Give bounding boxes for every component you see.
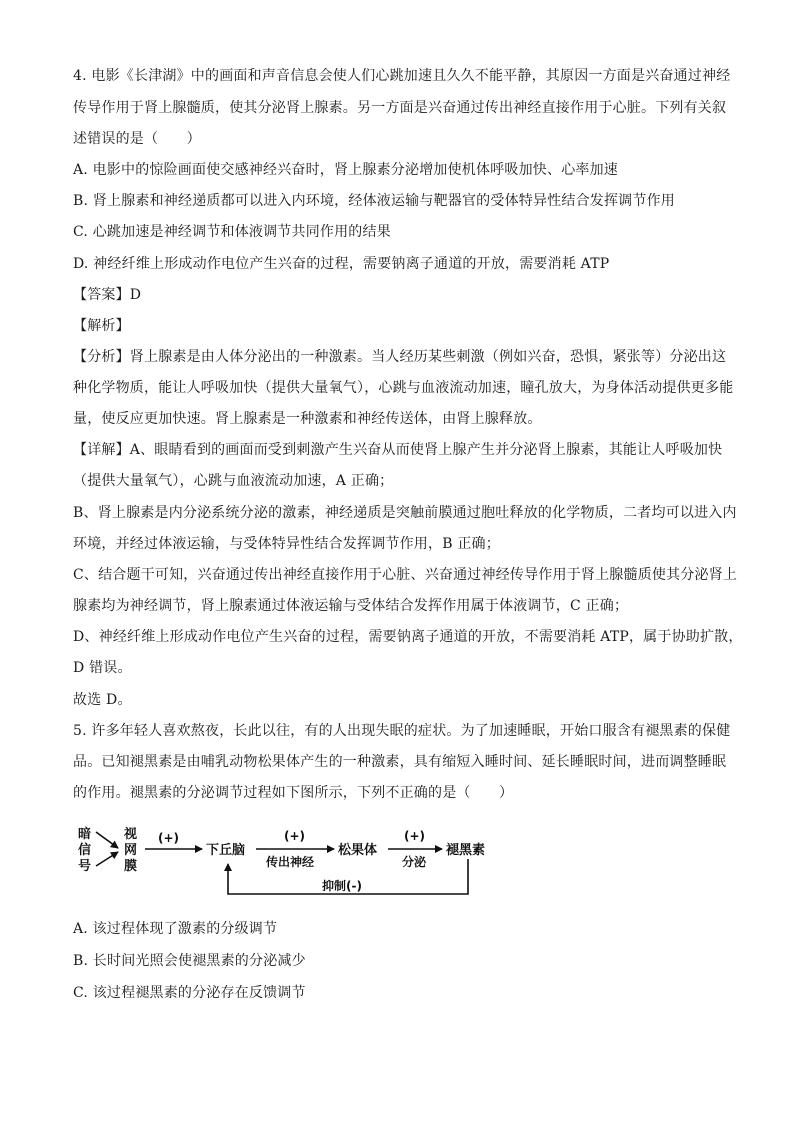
arrow3-bottom-label: 分泌 <box>402 855 427 869</box>
option-a: A. 该过程体现了激素的分级调节 <box>73 921 278 937</box>
pineal-label: 松果体 <box>338 843 378 858</box>
analysis-text: 【分析】肾上腺素是由人体分泌出的一种激素。当人经历某些刺激（例如兴奋，恐惧，紧张等）分泌出这 <box>73 349 727 365</box>
feedback-label: 抑制(-) <box>322 879 362 893</box>
detail-text: 腺素均为神经调节，肾上腺素通过体液运输与受体结合发挥作用属于体液调节，C 正确； <box>73 598 629 614</box>
signal-arrow <box>96 852 118 866</box>
option-b: B. 肾上腺素和神经递质都可以进入内环境，经体液运输与靶器官的受体特异性结合发挥调节作用 <box>73 193 675 209</box>
retina-char: 网 <box>124 843 138 858</box>
signal-char: 号 <box>78 859 92 874</box>
arrow2-top-label: (+) <box>284 829 306 843</box>
signal-char: 信 <box>78 843 92 858</box>
melatonin-regulation-diagram <box>70 822 510 904</box>
arrow1-label: (+) <box>158 831 180 845</box>
detail-text: D 错误。 <box>73 660 132 676</box>
text-line: 品。已知褪黑素是由哺乳动物松果体产生的一种激素，具有缩短入睡时间、延长睡眠时间，进而调整睡眠 <box>73 754 727 770</box>
analysis-text: 量，使反应更加快速。肾上腺素是一种激素和神经传送体，由肾上腺释放。 <box>73 411 542 427</box>
retina-char: 视 <box>124 827 138 842</box>
signal-arrow <box>96 832 118 848</box>
detail-text: 【详解】A、眼睛看到的画面而受到刺激产生兴奋从而使肾上腺产生并分泌肾上腺素，其能让人呼吸加快 <box>73 442 723 458</box>
text-line: 4. 电影《长津湖》中的画面和声音信息会使人们心跳加速且久久不能平静，其原因一方面是兴奋通过神经 <box>73 68 731 84</box>
melatonin-label: 褪黑素 <box>446 843 486 858</box>
detail-text: （提供大量氧气），心跳与血液流动加速，A 正确； <box>73 473 394 489</box>
analysis-text: 种化学物质，能让人呼吸加快（提供大量氧气），心跳与血液流动加速，瞳孔放大，为身体活动提供更多能 <box>73 380 734 396</box>
hypothalamus-label: 下丘脑 <box>206 843 246 858</box>
detail-text: D、神经纤维上形成动作电位产生兴奋的过程，需要钠离子通道的开放，不需要消耗 ATP，属于协助扩散， <box>73 629 743 645</box>
detail-text: C、结合题干可知，兴奋通过传出神经直接作用于心脏、兴奋通过神经传导作用于肾上腺髓质使其分泌肾上 <box>73 567 738 583</box>
conclusion-text: 故选 D。 <box>73 692 132 708</box>
text-line: 5. 许多年轻人喜欢熬夜，长此以往，有的人出现失眠的症状。为了加速睡眠，开始口服含有褪黑素的保健 <box>73 723 731 739</box>
arrow2-bottom-label: 传出神经 <box>266 855 315 869</box>
detail-text: 环境，并经过体液运输，与受体特异性结合发挥调节作用，B 正确； <box>73 536 500 552</box>
signal-char: 暗 <box>78 827 92 842</box>
detail-text: B、肾上腺素是内分泌系统分泌的激素，神经递质是突触前膜通过胞吐释放的化学物质，二者均可以进入内 <box>73 505 737 521</box>
text-line: 传导作用于肾上腺髓质，使其分泌肾上腺素。另一方面是兴奋通过传出神经直接作用于心脏。下列有关叙 <box>73 100 727 116</box>
text-line: 述错误的是（ ） <box>73 131 201 147</box>
option-a: A. 电影中的惊险画面使交感神经兴奋时，肾上腺素分泌增加使机体呼吸加快、心率加速 <box>73 162 619 178</box>
retina-char: 膜 <box>124 859 138 874</box>
answer-label: 【答案】D <box>73 287 142 303</box>
analysis-label: 【解析】 <box>73 318 130 334</box>
option-d: D. 神经纤维上形成动作电位产生兴奋的过程，需要钠离子通道的开放，需要消耗 ATP <box>73 256 610 272</box>
option-c: C. 该过程褪黑素的分泌存在反馈调节 <box>73 985 306 1001</box>
arrow3-top-label: (+) <box>404 829 426 843</box>
option-c: C. 心跳加速是神经调节和体液调节共同作用的结果 <box>73 224 391 240</box>
text-line: 的作用。褪黑素的分泌调节过程如下图所示，下列不正确的是（ ） <box>73 785 514 801</box>
option-b: B. 长时间光照会使褪黑素的分泌减少 <box>73 953 306 969</box>
